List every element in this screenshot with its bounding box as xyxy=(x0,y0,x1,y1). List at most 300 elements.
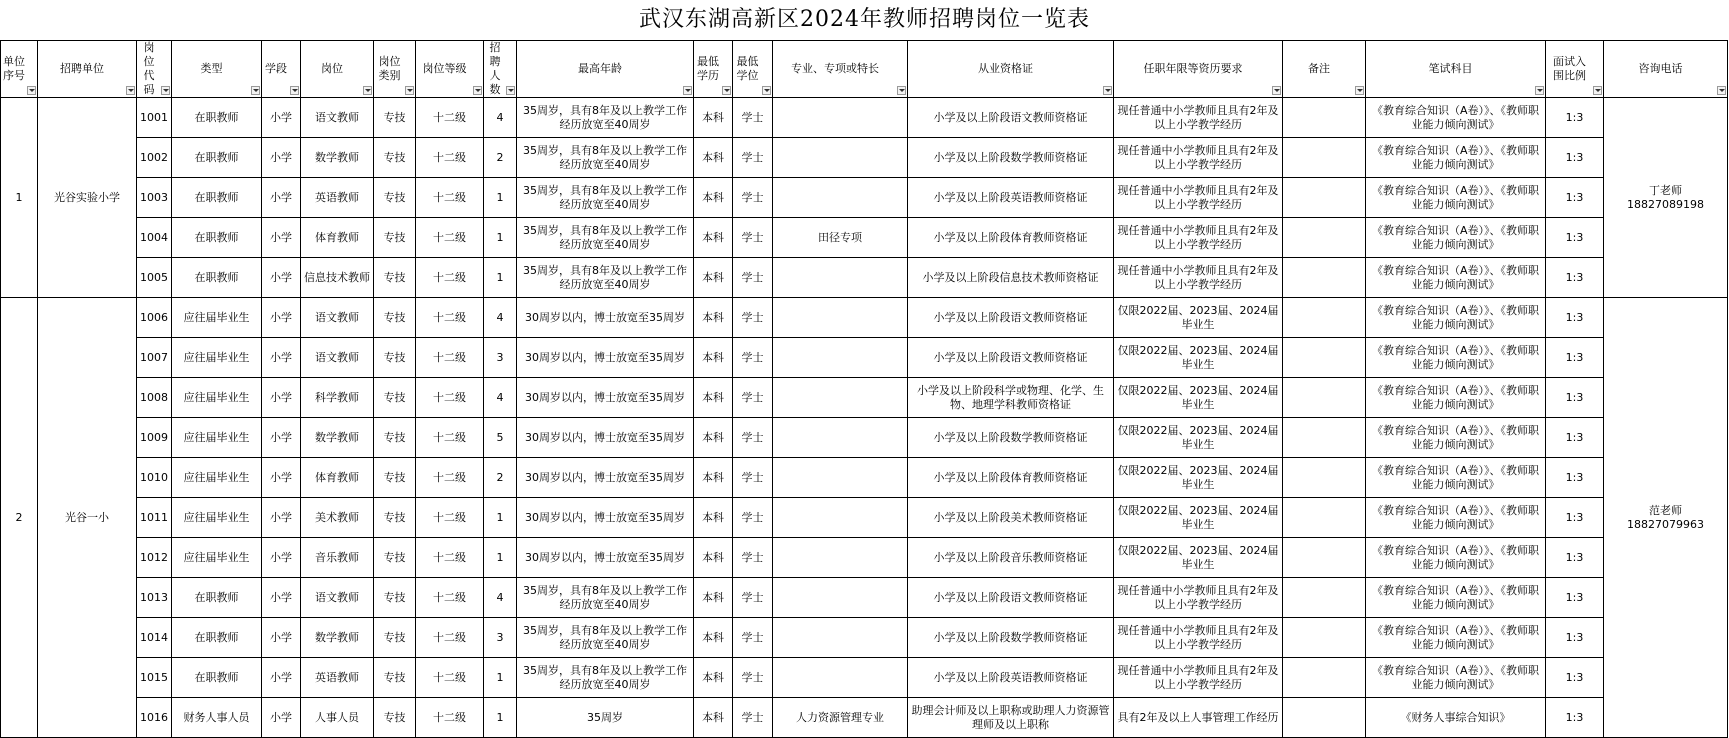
cell-req: 仅限2022届、2023届、2024届毕业生 xyxy=(1114,378,1283,418)
cell-post: 音乐教师 xyxy=(301,538,374,578)
cell-edu: 本科 xyxy=(694,138,733,178)
cell-num: 4 xyxy=(484,298,517,338)
cell-cert: 小学及以上阶段数学教师资格证 xyxy=(908,138,1114,178)
contact-phone: 18827089198 xyxy=(1627,197,1704,211)
cell-num: 4 xyxy=(484,98,517,138)
cell-code: 1009 xyxy=(137,418,172,458)
cell-ratio: 1:3 xyxy=(1546,298,1604,338)
cell-type: 在职教师 xyxy=(172,618,262,658)
cell-num: 5 xyxy=(484,418,517,458)
cell-note xyxy=(1283,538,1366,578)
cell-exam: 《教育综合知识（A卷）》、《教师职业能力倾向测试》 xyxy=(1366,258,1546,298)
cell-level: 十二级 xyxy=(416,178,484,218)
table-row xyxy=(1,458,1728,498)
column-header xyxy=(137,41,172,98)
filter-dropdown-icon[interactable] xyxy=(722,86,731,95)
cell-post: 英语教师 xyxy=(301,658,374,698)
cell-major xyxy=(773,298,908,338)
cell-age: 30周岁以内，博士放宽至35周岁 xyxy=(517,338,694,378)
cell-level: 十二级 xyxy=(416,418,484,458)
cell-req: 现任普通中小学教师且具有2年及以上小学教学经历 xyxy=(1114,98,1283,138)
filter-dropdown-icon[interactable] xyxy=(1103,86,1112,95)
cell-cert: 小学及以上阶段体育教师资格证 xyxy=(908,218,1114,258)
cell-ratio: 1:3 xyxy=(1546,578,1604,618)
column-header-label: 类型 xyxy=(200,62,223,75)
cell-type: 应往届毕业生 xyxy=(172,418,262,458)
cell-type: 应往届毕业生 xyxy=(172,378,262,418)
cell-major xyxy=(773,618,908,658)
cell-note xyxy=(1283,218,1366,258)
column-header-label: 咨询电话 xyxy=(1638,62,1683,75)
cell-num: 1 xyxy=(484,538,517,578)
table-row xyxy=(1,418,1728,458)
cell-age: 35周岁，具有8年及以上教学工作经历放宽至40周岁 xyxy=(517,98,694,138)
cell-stage: 小学 xyxy=(262,138,301,178)
page-title: 武汉东湖高新区2024年教师招聘岗位一览表 xyxy=(639,7,1090,32)
cell-type: 在职教师 xyxy=(172,218,262,258)
cell-cat: 专技 xyxy=(374,538,416,578)
cell-note xyxy=(1283,498,1366,538)
cell-ratio: 1:3 xyxy=(1546,378,1604,418)
cell-num: 2 xyxy=(484,138,517,178)
column-header xyxy=(301,41,374,98)
cell-level: 十二级 xyxy=(416,658,484,698)
column-header xyxy=(416,41,484,98)
column-header-label: 任职年限等资历要求 xyxy=(1143,62,1243,75)
column-header-label: 学段 xyxy=(265,62,287,75)
cell-stage: 小学 xyxy=(262,418,301,458)
cell-level: 十二级 xyxy=(416,458,484,498)
cell-cert: 小学及以上阶段语文教师资格证 xyxy=(908,338,1114,378)
table-row xyxy=(1,498,1728,538)
cell-cat: 专技 xyxy=(374,618,416,658)
cell-stage: 小学 xyxy=(262,498,301,538)
cell-edu: 本科 xyxy=(694,458,733,498)
cell-note xyxy=(1283,618,1366,658)
cell-exam: 《教育综合知识（A卷）》、《教师职业能力倾向测试》 xyxy=(1366,298,1546,338)
cell-cert: 小学及以上阶段体育教师资格证 xyxy=(908,458,1114,498)
cell-note xyxy=(1283,658,1366,698)
cell-edu: 本科 xyxy=(694,378,733,418)
cell-major xyxy=(773,138,908,178)
cell-ratio: 1:3 xyxy=(1546,498,1604,538)
cell-ratio: 1:3 xyxy=(1546,538,1604,578)
cell-level: 十二级 xyxy=(416,578,484,618)
cell-edu: 本科 xyxy=(694,338,733,378)
cell-req: 具有2年及以上人事管理工作经历 xyxy=(1114,698,1283,738)
cell-post: 数学教师 xyxy=(301,618,374,658)
cell-type: 在职教师 xyxy=(172,658,262,698)
cell-major: 田径专项 xyxy=(773,218,908,258)
cell-cert: 小学及以上阶段信息技术教师资格证 xyxy=(908,258,1114,298)
cell-stage: 小学 xyxy=(262,298,301,338)
cell-stage: 小学 xyxy=(262,98,301,138)
cell-exam: 《教育综合知识（A卷）》、《教师职业能力倾向测试》 xyxy=(1366,658,1546,698)
column-header xyxy=(1546,41,1604,98)
cell-cert: 小学及以上阶段语文教师资格证 xyxy=(908,578,1114,618)
cell-degree: 学士 xyxy=(733,698,773,738)
cell-req: 仅限2022届、2023届、2024届毕业生 xyxy=(1114,418,1283,458)
cell-level: 十二级 xyxy=(416,298,484,338)
cell-degree: 学士 xyxy=(733,418,773,458)
cell-exam: 《财务人事综合知识》 xyxy=(1366,698,1546,738)
cell-req: 现任普通中小学教师且具有2年及以上小学教学经历 xyxy=(1114,138,1283,178)
cell-exam: 《教育综合知识（A卷）》、《教师职业能力倾向测试》 xyxy=(1366,218,1546,258)
cell-num: 1 xyxy=(484,218,517,258)
cell-num: 3 xyxy=(484,618,517,658)
filter-dropdown-icon[interactable] xyxy=(506,86,515,95)
cell-code: 1014 xyxy=(137,618,172,658)
cell-age: 35周岁，具有8年及以上教学工作经历放宽至40周岁 xyxy=(517,618,694,658)
cell-age: 30周岁以内，博士放宽至35周岁 xyxy=(517,458,694,498)
cell-post: 数学教师 xyxy=(301,138,374,178)
cell-type: 应往届毕业生 xyxy=(172,498,262,538)
cell-degree: 学士 xyxy=(733,98,773,138)
cell-type: 在职教师 xyxy=(172,138,262,178)
filter-dropdown-icon[interactable] xyxy=(405,86,414,95)
cell-num: 4 xyxy=(484,578,517,618)
table-row xyxy=(1,578,1728,618)
cell-major xyxy=(773,178,908,218)
cell-ratio: 1:3 xyxy=(1546,698,1604,738)
recruitment-table xyxy=(0,40,1728,738)
filter-dropdown-icon[interactable] xyxy=(1593,86,1602,95)
cell-note xyxy=(1283,418,1366,458)
cell-edu: 本科 xyxy=(694,258,733,298)
cell-age: 30周岁以内，博士放宽至35周岁 xyxy=(517,378,694,418)
cell-req: 仅限2022届、2023届、2024届毕业生 xyxy=(1114,538,1283,578)
cell-exam: 《教育综合知识（A卷）》、《教师职业能力倾向测试》 xyxy=(1366,98,1546,138)
filter-dropdown-icon[interactable] xyxy=(290,86,299,95)
cell-level: 十二级 xyxy=(416,498,484,538)
cell-degree: 学士 xyxy=(733,578,773,618)
cell-major xyxy=(773,458,908,498)
cell-stage: 小学 xyxy=(262,338,301,378)
cell-post: 语文教师 xyxy=(301,338,374,378)
filter-dropdown-icon[interactable] xyxy=(1535,86,1544,95)
filter-dropdown-icon[interactable] xyxy=(762,86,771,95)
cell-cat: 专技 xyxy=(374,218,416,258)
unit-seq-cell: 1 xyxy=(1,98,38,298)
cell-stage: 小学 xyxy=(262,378,301,418)
cell-note xyxy=(1283,338,1366,378)
cell-num: 2 xyxy=(484,458,517,498)
column-header xyxy=(374,41,416,98)
table-row xyxy=(1,98,1728,138)
column-header xyxy=(172,41,262,98)
filter-dropdown-icon[interactable] xyxy=(897,86,906,95)
cell-post: 语文教师 xyxy=(301,98,374,138)
cell-num: 1 xyxy=(484,258,517,298)
cell-code: 1004 xyxy=(137,218,172,258)
cell-cert: 小学及以上阶段语文教师资格证 xyxy=(908,98,1114,138)
filter-dropdown-icon[interactable] xyxy=(1355,86,1364,95)
column-header-label: 笔试科目 xyxy=(1428,62,1473,75)
contact-cell xyxy=(1604,298,1728,738)
cell-cert: 小学及以上阶段美术教师资格证 xyxy=(908,498,1114,538)
cell-age: 30周岁以内，博士放宽至35周岁 xyxy=(517,538,694,578)
table-row xyxy=(1,138,1728,178)
cell-req: 现任普通中小学教师且具有2年及以上小学教学经历 xyxy=(1114,618,1283,658)
table-row xyxy=(1,218,1728,258)
cell-degree: 学士 xyxy=(733,338,773,378)
cell-cert: 小学及以上阶段科学或物理、化学、生物、地理学科教师资格证 xyxy=(908,378,1114,418)
cell-level: 十二级 xyxy=(416,98,484,138)
column-header xyxy=(773,41,908,98)
column-header-label: 从业资格证 xyxy=(978,62,1033,75)
cell-level: 十二级 xyxy=(416,338,484,378)
cell-num: 1 xyxy=(484,178,517,218)
cell-note xyxy=(1283,378,1366,418)
cell-code: 1003 xyxy=(137,178,172,218)
cell-req: 现任普通中小学教师且具有2年及以上小学教学经历 xyxy=(1114,178,1283,218)
table-body xyxy=(1,98,1728,738)
cell-exam: 《教育综合知识（A卷）》、《教师职业能力倾向测试》 xyxy=(1366,538,1546,578)
cell-major xyxy=(773,538,908,578)
cell-age: 30周岁以内，博士放宽至35周岁 xyxy=(517,498,694,538)
filter-dropdown-icon[interactable] xyxy=(683,86,692,95)
cell-edu: 本科 xyxy=(694,578,733,618)
cell-degree: 学士 xyxy=(733,458,773,498)
header-row xyxy=(1,41,1728,98)
column-header-label: 面试入围比例 xyxy=(1553,55,1586,82)
cell-num: 3 xyxy=(484,338,517,378)
cell-type: 在职教师 xyxy=(172,98,262,138)
cell-level: 十二级 xyxy=(416,618,484,658)
cell-age: 35周岁，具有8年及以上教学工作经历放宽至40周岁 xyxy=(517,258,694,298)
filter-dropdown-icon[interactable] xyxy=(1717,86,1726,95)
cell-code: 1005 xyxy=(137,258,172,298)
cell-major xyxy=(773,98,908,138)
cell-level: 十二级 xyxy=(416,698,484,738)
cell-cert: 小学及以上阶段英语教师资格证 xyxy=(908,658,1114,698)
cell-cat: 专技 xyxy=(374,378,416,418)
cell-cat: 专技 xyxy=(374,418,416,458)
contact-phone: 18827079963 xyxy=(1627,517,1704,531)
column-header xyxy=(1366,41,1546,98)
column-header xyxy=(1604,41,1728,98)
cell-code: 1016 xyxy=(137,698,172,738)
cell-code: 1007 xyxy=(137,338,172,378)
cell-code: 1001 xyxy=(137,98,172,138)
filter-dropdown-icon[interactable] xyxy=(126,86,135,95)
cell-cat: 专技 xyxy=(374,698,416,738)
cell-note xyxy=(1283,98,1366,138)
cell-num: 1 xyxy=(484,658,517,698)
cell-note xyxy=(1283,698,1366,738)
cell-degree: 学士 xyxy=(733,298,773,338)
cell-ratio: 1:3 xyxy=(1546,98,1604,138)
column-header-label: 招聘单位 xyxy=(60,62,104,75)
filter-dropdown-icon[interactable] xyxy=(161,86,170,95)
cell-ratio: 1:3 xyxy=(1546,138,1604,178)
cell-note xyxy=(1283,138,1366,178)
cell-note xyxy=(1283,578,1366,618)
cell-code: 1010 xyxy=(137,458,172,498)
cell-age: 30周岁以内，博士放宽至35周岁 xyxy=(517,298,694,338)
cell-post: 信息技术教师 xyxy=(301,258,374,298)
cell-req: 仅限2022届、2023届、2024届毕业生 xyxy=(1114,298,1283,338)
column-header xyxy=(38,41,137,98)
cell-req: 现任普通中小学教师且具有2年及以上小学教学经历 xyxy=(1114,258,1283,298)
cell-code: 1002 xyxy=(137,138,172,178)
cell-exam: 《教育综合知识（A卷）》、《教师职业能力倾向测试》 xyxy=(1366,338,1546,378)
column-header-label: 单位序号 xyxy=(3,55,25,82)
cell-type: 财务人事人员 xyxy=(172,698,262,738)
cell-type: 在职教师 xyxy=(172,258,262,298)
cell-stage: 小学 xyxy=(262,658,301,698)
cell-stage: 小学 xyxy=(262,178,301,218)
cell-edu: 本科 xyxy=(694,178,733,218)
cell-edu: 本科 xyxy=(694,98,733,138)
filter-dropdown-icon[interactable] xyxy=(1272,86,1281,95)
cell-type: 应往届毕业生 xyxy=(172,458,262,498)
cell-degree: 学士 xyxy=(733,378,773,418)
table-row xyxy=(1,378,1728,418)
cell-degree: 学士 xyxy=(733,538,773,578)
contact-name: 范老师 xyxy=(1649,503,1682,517)
cell-major xyxy=(773,258,908,298)
cell-cat: 专技 xyxy=(374,298,416,338)
cell-post: 语文教师 xyxy=(301,298,374,338)
cell-level: 十二级 xyxy=(416,378,484,418)
cell-cat: 专技 xyxy=(374,458,416,498)
cell-stage: 小学 xyxy=(262,218,301,258)
cell-age: 35周岁，具有8年及以上教学工作经历放宽至40周岁 xyxy=(517,218,694,258)
cell-post: 体育教师 xyxy=(301,458,374,498)
cell-note xyxy=(1283,258,1366,298)
cell-req: 现任普通中小学教师且具有2年及以上小学教学经历 xyxy=(1114,658,1283,698)
unit-seq-cell: 2 xyxy=(1,298,38,738)
cell-type: 应往届毕业生 xyxy=(172,338,262,378)
cell-cert: 小学及以上阶段英语教师资格证 xyxy=(908,178,1114,218)
cell-ratio: 1:3 xyxy=(1546,338,1604,378)
cell-code: 1013 xyxy=(137,578,172,618)
cell-degree: 学士 xyxy=(733,218,773,258)
cell-cat: 专技 xyxy=(374,338,416,378)
cell-ratio: 1:3 xyxy=(1546,178,1604,218)
cell-req: 现任普通中小学教师且具有2年及以上小学教学经历 xyxy=(1114,218,1283,258)
cell-edu: 本科 xyxy=(694,218,733,258)
cell-degree: 学士 xyxy=(733,498,773,538)
cell-cert: 小学及以上阶段语文教师资格证 xyxy=(908,298,1114,338)
cell-note xyxy=(1283,298,1366,338)
contact-cell xyxy=(1604,98,1728,298)
cell-post: 语文教师 xyxy=(301,578,374,618)
cell-post: 体育教师 xyxy=(301,218,374,258)
filter-dropdown-icon[interactable] xyxy=(473,86,482,95)
cell-cat: 专技 xyxy=(374,98,416,138)
cell-age: 30周岁以内，博士放宽至35周岁 xyxy=(517,418,694,458)
cell-req: 现任普通中小学教师且具有2年及以上小学教学经历 xyxy=(1114,578,1283,618)
cell-post: 科学教师 xyxy=(301,378,374,418)
cell-stage: 小学 xyxy=(262,578,301,618)
cell-stage: 小学 xyxy=(262,258,301,298)
cell-post: 美术教师 xyxy=(301,498,374,538)
cell-req: 仅限2022届、2023届、2024届毕业生 xyxy=(1114,458,1283,498)
cell-edu: 本科 xyxy=(694,618,733,658)
table-row xyxy=(1,538,1728,578)
cell-ratio: 1:3 xyxy=(1546,418,1604,458)
column-header-label: 岗位类别 xyxy=(378,55,401,82)
cell-age: 35周岁，具有8年及以上教学工作经历放宽至40周岁 xyxy=(517,578,694,618)
cell-exam: 《教育综合知识（A卷）》、《教师职业能力倾向测试》 xyxy=(1366,178,1546,218)
cell-degree: 学士 xyxy=(733,138,773,178)
filter-dropdown-icon[interactable] xyxy=(363,86,372,95)
cell-cat: 专技 xyxy=(374,658,416,698)
cell-note xyxy=(1283,178,1366,218)
table-row xyxy=(1,178,1728,218)
cell-post: 英语教师 xyxy=(301,178,374,218)
filter-dropdown-icon[interactable] xyxy=(251,86,260,95)
column-header-label: 最高年龄 xyxy=(578,62,622,75)
cell-cat: 专技 xyxy=(374,578,416,618)
cell-cert: 小学及以上阶段数学教师资格证 xyxy=(908,418,1114,458)
table-row xyxy=(1,698,1728,738)
cell-degree: 学士 xyxy=(733,618,773,658)
cell-major xyxy=(773,338,908,378)
cell-major xyxy=(773,578,908,618)
column-header xyxy=(1283,41,1366,98)
column-header-label: 岗位 xyxy=(321,62,343,75)
cell-code: 1008 xyxy=(137,378,172,418)
column-header xyxy=(733,41,773,98)
cell-cat: 专技 xyxy=(374,138,416,178)
cell-req: 仅限2022届、2023届、2024届毕业生 xyxy=(1114,338,1283,378)
unit-name-cell: 光谷一小 xyxy=(38,298,137,738)
column-header-label: 最低学历 xyxy=(697,55,719,82)
cell-major xyxy=(773,418,908,458)
cell-num: 1 xyxy=(484,498,517,538)
cell-age: 35周岁 xyxy=(517,698,694,738)
column-header-label: 岗位等级 xyxy=(422,62,467,75)
cell-stage: 小学 xyxy=(262,538,301,578)
cell-age: 35周岁，具有8年及以上教学工作经历放宽至40周岁 xyxy=(517,658,694,698)
column-header xyxy=(1,41,38,98)
column-header-label: 备注 xyxy=(1308,62,1330,75)
cell-major xyxy=(773,498,908,538)
unit-name-cell: 光谷实验小学 xyxy=(38,98,137,298)
cell-ratio: 1:3 xyxy=(1546,218,1604,258)
table-row xyxy=(1,298,1728,338)
column-header xyxy=(694,41,733,98)
cell-cat: 专技 xyxy=(374,498,416,538)
table-row xyxy=(1,658,1728,698)
cell-exam: 《教育综合知识（A卷）》、《教师职业能力倾向测试》 xyxy=(1366,618,1546,658)
column-header xyxy=(517,41,694,98)
cell-level: 十二级 xyxy=(416,138,484,178)
cell-exam: 《教育综合知识（A卷）》、《教师职业能力倾向测试》 xyxy=(1366,418,1546,458)
cell-ratio: 1:3 xyxy=(1546,258,1604,298)
cell-code: 1011 xyxy=(137,498,172,538)
cell-level: 十二级 xyxy=(416,538,484,578)
column-header xyxy=(262,41,301,98)
cell-age: 35周岁，具有8年及以上教学工作经历放宽至40周岁 xyxy=(517,178,694,218)
column-header-label: 招聘人数 xyxy=(489,41,501,96)
cell-edu: 本科 xyxy=(694,538,733,578)
filter-dropdown-icon[interactable] xyxy=(27,86,36,95)
cell-age: 35周岁，具有8年及以上教学工作经历放宽至40周岁 xyxy=(517,138,694,178)
table-row xyxy=(1,258,1728,298)
cell-exam: 《教育综合知识（A卷）》、《教师职业能力倾向测试》 xyxy=(1366,138,1546,178)
column-header xyxy=(484,41,517,98)
cell-exam: 《教育综合知识（A卷）》、《教师职业能力倾向测试》 xyxy=(1366,378,1546,418)
column-header xyxy=(908,41,1114,98)
cell-post: 数学教师 xyxy=(301,418,374,458)
cell-type: 应往届毕业生 xyxy=(172,298,262,338)
cell-cat: 专技 xyxy=(374,258,416,298)
cell-post: 人事人员 xyxy=(301,698,374,738)
